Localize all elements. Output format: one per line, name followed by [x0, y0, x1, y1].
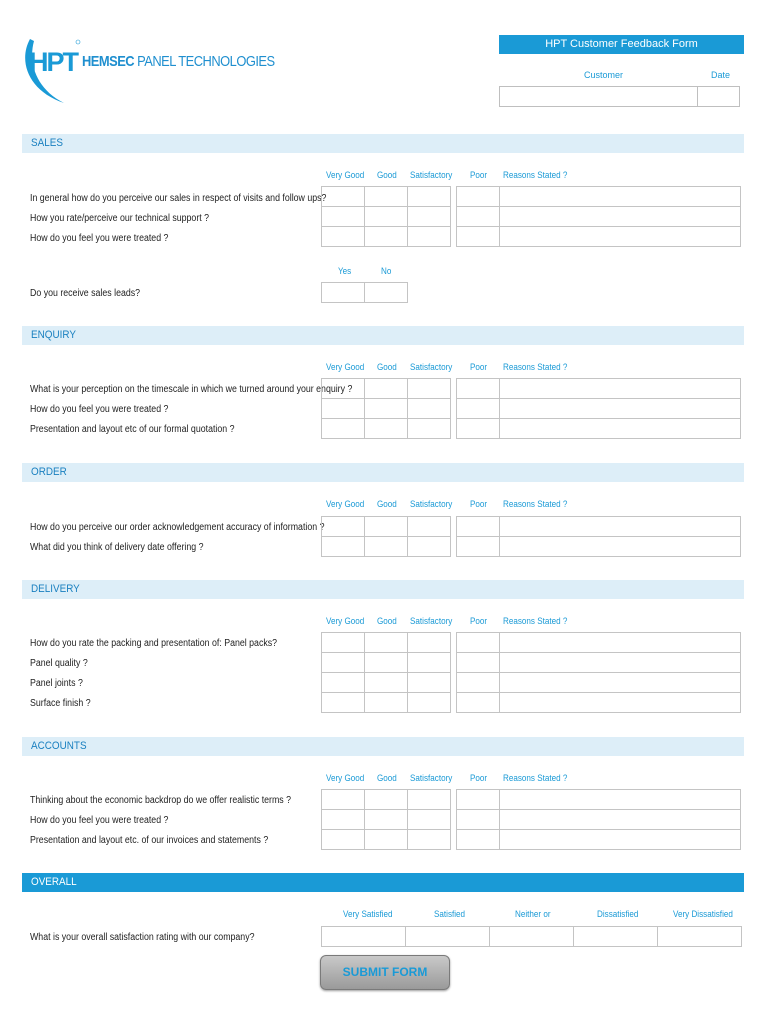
date-label: Date: [711, 70, 731, 80]
section-order: ORDER: [22, 463, 744, 482]
col-yes: Yes: [338, 266, 352, 276]
question: Thinking about the economic backdrop do we offer realistic terms ?: [30, 795, 292, 806]
rating-cell[interactable]: [365, 419, 408, 439]
col-satisfactory: Satisfactory: [410, 362, 453, 372]
yes-cell[interactable]: [322, 283, 365, 303]
rating-cell[interactable]: [322, 379, 365, 399]
rating-cell[interactable]: [322, 653, 365, 673]
col-neither: Neither or: [515, 909, 551, 919]
reason-cell[interactable]: [500, 633, 741, 653]
rating-cell[interactable]: [365, 379, 408, 399]
rating-cell[interactable]: [408, 633, 451, 653]
rating-cell[interactable]: [365, 653, 408, 673]
sales-rating-grid: [321, 186, 451, 247]
reason-cell[interactable]: [500, 830, 741, 850]
rating-cell[interactable]: [322, 810, 365, 830]
poor-cell[interactable]: [457, 419, 500, 439]
poor-cell[interactable]: [457, 633, 500, 653]
section-accounts: ACCOUNTS: [22, 737, 744, 756]
rating-cell[interactable]: [408, 537, 451, 557]
submit-form-button[interactable]: SUBMIT FORM: [320, 955, 450, 990]
reason-cell[interactable]: [500, 693, 741, 713]
col-satisfactory: Satisfactory: [410, 616, 453, 626]
rating-cell[interactable]: [408, 790, 451, 810]
sales-poor-reasons-grid: [456, 186, 741, 247]
col-satisfactory: Satisfactory: [410, 773, 453, 783]
rating-cell[interactable]: [322, 633, 365, 653]
rating-cell[interactable]: [408, 207, 451, 227]
question: How you rate/perceive our technical support ?: [30, 213, 210, 224]
col-good: Good: [377, 773, 397, 783]
poor-cell[interactable]: [457, 227, 500, 247]
col-very-good: Very Good: [326, 362, 365, 372]
rating-cell[interactable]: [322, 537, 365, 557]
form-title: HPT Customer Feedback Form: [499, 35, 744, 54]
rating-cell[interactable]: [322, 419, 365, 439]
rating-cell[interactable]: [365, 830, 408, 850]
question: How do you feel you were treated ?: [30, 233, 169, 244]
customer-field[interactable]: [499, 86, 698, 107]
col-reasons: Reasons Stated ?: [503, 170, 568, 180]
rating-cell[interactable]: [408, 187, 451, 207]
col-reasons: Reasons Stated ?: [503, 773, 568, 783]
question: Panel joints ?: [30, 678, 83, 689]
date-field[interactable]: [697, 86, 740, 107]
col-very-good: Very Good: [326, 499, 365, 509]
rating-cell[interactable]: [322, 673, 365, 693]
poor-cell[interactable]: [457, 693, 500, 713]
enquiry-rating-grid: [321, 378, 451, 439]
rating-cell[interactable]: [408, 379, 451, 399]
col-very-good: Very Good: [326, 773, 365, 783]
poor-cell[interactable]: [457, 810, 500, 830]
col-poor: Poor: [470, 499, 488, 509]
overall-cell[interactable]: [574, 927, 658, 947]
col-very-satisfied: Very Satisfied: [343, 909, 393, 919]
reason-cell[interactable]: [500, 379, 741, 399]
poor-cell[interactable]: [457, 187, 500, 207]
overall-cell[interactable]: [322, 927, 406, 947]
question: How do you feel you were treated ?: [30, 404, 169, 415]
no-cell[interactable]: [365, 283, 408, 303]
reason-cell[interactable]: [500, 810, 741, 830]
col-satisfactory: Satisfactory: [410, 170, 453, 180]
rating-cell[interactable]: [408, 693, 451, 713]
rating-cell[interactable]: [408, 227, 451, 247]
poor-cell[interactable]: [457, 790, 500, 810]
poor-cell[interactable]: [457, 830, 500, 850]
rating-cell[interactable]: [365, 633, 408, 653]
col-no: No: [381, 266, 392, 276]
section-sales: SALES: [22, 134, 744, 153]
accounts-poor-reasons-grid: [456, 789, 741, 850]
col-reasons: Reasons Stated ?: [503, 499, 568, 509]
col-poor: Poor: [470, 170, 488, 180]
col-satisfied: Satisfied: [434, 909, 466, 919]
col-reasons: Reasons Stated ?: [503, 362, 568, 372]
rating-cell[interactable]: [322, 693, 365, 713]
hpt-logo: [22, 33, 82, 105]
rating-cell[interactable]: [365, 537, 408, 557]
rating-cell[interactable]: [408, 653, 451, 673]
rating-cell[interactable]: [322, 207, 365, 227]
section-overall: OVERALL: [22, 873, 744, 892]
overall-cell[interactable]: [658, 927, 742, 947]
logo-text: HPT: [29, 47, 77, 77]
question: Surface finish ?: [30, 698, 91, 709]
rating-cell[interactable]: [365, 207, 408, 227]
reason-cell[interactable]: [500, 653, 741, 673]
col-good: Good: [377, 170, 397, 180]
col-good: Good: [377, 616, 397, 626]
overall-rating-grid: [321, 926, 742, 947]
question: How do you feel you were treated ?: [30, 815, 169, 826]
rating-cell[interactable]: [408, 810, 451, 830]
rating-cell[interactable]: [365, 790, 408, 810]
col-good: Good: [377, 499, 397, 509]
poor-cell[interactable]: [457, 379, 500, 399]
reason-cell[interactable]: [500, 790, 741, 810]
order-rating-grid: [321, 516, 451, 557]
poor-cell[interactable]: [457, 399, 500, 419]
rating-cell[interactable]: [408, 399, 451, 419]
question: What is your overall satisfaction rating with our company?: [30, 932, 255, 943]
rating-cell[interactable]: [365, 227, 408, 247]
rating-cell[interactable]: [408, 517, 451, 537]
question: In general how do you perceive our sales in respect of visits and follow ups?: [30, 193, 327, 204]
rating-cell[interactable]: [365, 517, 408, 537]
rating-cell[interactable]: [365, 399, 408, 419]
delivery-rating-grid: [321, 632, 451, 713]
question: What is your perception on the timescale in which we turned around your enquiry ?: [30, 384, 353, 395]
col-very-dissatisfied: Very Dissatisfied: [673, 909, 733, 919]
rating-cell[interactable]: [408, 830, 451, 850]
question: Do you receive sales leads?: [30, 288, 141, 299]
reason-cell[interactable]: [500, 517, 741, 537]
rating-cell[interactable]: [365, 693, 408, 713]
overall-cell[interactable]: [490, 927, 574, 947]
question: Presentation and layout etc of our formal quotation ?: [30, 424, 235, 435]
reason-cell[interactable]: [500, 207, 741, 227]
col-reasons: Reasons Stated ?: [503, 616, 568, 626]
rating-cell[interactable]: [322, 790, 365, 810]
reason-cell[interactable]: [500, 187, 741, 207]
delivery-poor-reasons-grid: [456, 632, 741, 713]
col-poor: Poor: [470, 773, 488, 783]
section-enquiry: ENQUIRY: [22, 326, 744, 345]
col-dissatisfied: Dissatisfied: [597, 909, 639, 919]
rating-cell[interactable]: [322, 227, 365, 247]
reason-cell[interactable]: [500, 673, 741, 693]
sales-leads-grid: [321, 282, 408, 303]
company-name: HEMSEC PANEL TECHNOLOGIES: [82, 53, 275, 70]
customer-label: Customer: [584, 70, 624, 80]
col-poor: Poor: [470, 616, 488, 626]
question: Panel quality ?: [30, 658, 88, 669]
rating-cell[interactable]: [322, 517, 365, 537]
poor-cell[interactable]: [457, 517, 500, 537]
question: Presentation and layout etc. of our invoices and statements ?: [30, 835, 269, 846]
poor-cell[interactable]: [457, 537, 500, 557]
question: How do you perceive our order acknowledgement accuracy of information ?: [30, 522, 325, 533]
poor-cell[interactable]: [457, 673, 500, 693]
poor-cell[interactable]: [457, 207, 500, 227]
rating-cell[interactable]: [365, 810, 408, 830]
rating-cell[interactable]: [322, 399, 365, 419]
order-poor-reasons-grid: [456, 516, 741, 557]
overall-cell[interactable]: [406, 927, 490, 947]
rating-cell[interactable]: [322, 187, 365, 207]
col-very-good: Very Good: [326, 616, 365, 626]
enquiry-poor-reasons-grid: [456, 378, 741, 439]
poor-cell[interactable]: [457, 653, 500, 673]
col-good: Good: [377, 362, 397, 372]
rating-cell[interactable]: [408, 673, 451, 693]
section-delivery: DELIVERY: [22, 580, 744, 599]
reason-cell[interactable]: [500, 419, 741, 439]
reason-cell[interactable]: [500, 399, 741, 419]
col-poor: Poor: [470, 362, 488, 372]
accounts-rating-grid: [321, 789, 451, 850]
question: How do you rate the packing and presentation of: Panel packs?: [30, 638, 278, 649]
rating-cell[interactable]: [408, 419, 451, 439]
question: What did you think of delivery date offering ?: [30, 542, 204, 553]
reason-cell[interactable]: [500, 537, 741, 557]
reason-cell[interactable]: [500, 227, 741, 247]
rating-cell[interactable]: [322, 830, 365, 850]
col-satisfactory: Satisfactory: [410, 499, 453, 509]
col-very-good: Very Good: [326, 170, 365, 180]
rating-cell[interactable]: [365, 187, 408, 207]
rating-cell[interactable]: [365, 673, 408, 693]
